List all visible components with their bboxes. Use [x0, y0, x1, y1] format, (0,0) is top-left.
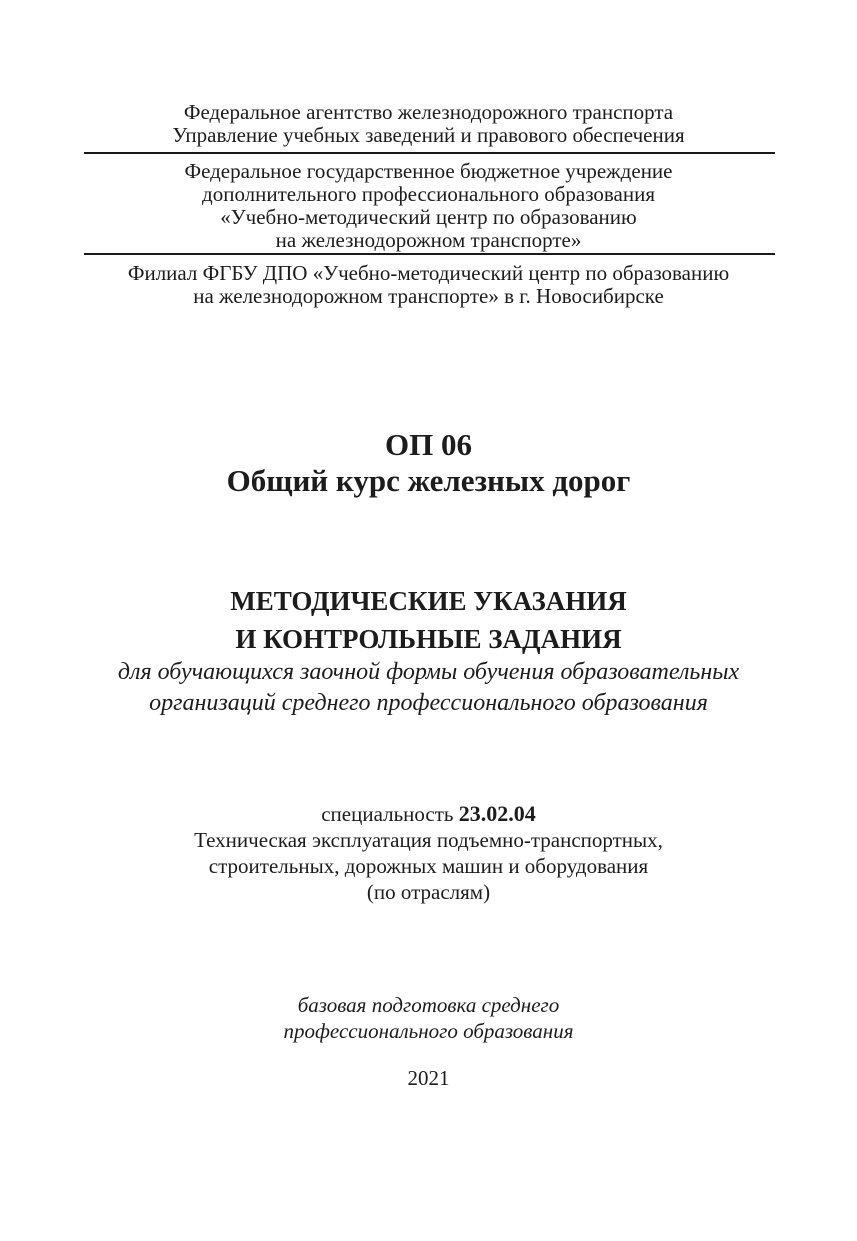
training-line-1: базовая подготовка среднего: [297, 993, 560, 1017]
specialty-name-line-2: строительных, дорожных машин и оборудования: [208, 854, 649, 878]
course-code: ОП 06: [385, 427, 472, 462]
year-block: [0, 1066, 857, 1091]
document-type-line-1: МЕТОДИЧЕСКИЕ УКАЗАНИЯ: [230, 586, 627, 616]
specialty-block: [0, 801, 857, 905]
specialty-code-line: [0, 801, 857, 827]
institution-block: [0, 160, 857, 252]
audience-block: [0, 657, 857, 719]
divider-rule-top: [84, 152, 775, 154]
institution-line-3: «Учебно-методический центр по образованию: [220, 205, 637, 229]
document-type-line-2: И КОНТРОЛЬНЫЕ ЗАДАНИЯ: [235, 624, 622, 654]
specialty-code: 23.02.04: [458, 801, 536, 826]
agency-line-1: Федеральное агентство железнодорожного транспорта: [183, 100, 674, 124]
course-title-block: [0, 427, 857, 499]
training-level-block: [0, 992, 857, 1044]
divider-rule-bottom: [84, 253, 775, 255]
publication-year: 2021: [407, 1066, 450, 1090]
audience-line-2: организаций среднего профессионального образования: [149, 690, 708, 716]
institution-line-1: Федеральное государственное бюджетное учреждение: [184, 159, 673, 183]
specialty-name-line-3: (по отраслям): [366, 880, 491, 904]
document-type-block: [0, 582, 857, 658]
branch-line-1: Филиал ФГБУ ДПО «Учебно-методический центр по образованию: [127, 261, 730, 285]
agency-line-2: Управление учебных заведений и правового обеспечения: [172, 123, 685, 147]
course-name: Общий курс железных дорог: [226, 463, 631, 498]
agency-block: [0, 101, 857, 147]
audience-line-1: для обучающихся заочной формы обучения образовательных: [117, 659, 740, 685]
branch-line-2: на железнодорожном транспорте» в г. Новосибирске: [193, 284, 664, 308]
institution-line-4: на железнодорожном транспорте»: [275, 228, 582, 252]
specialty-name-line-1: Техническая эксплуатация подъемно-транспортных,: [194, 828, 663, 852]
institution-line-2: дополнительного профессионального образования: [202, 182, 655, 206]
branch-block: [0, 262, 857, 308]
training-line-2: профессионального образования: [283, 1019, 574, 1043]
specialty-label: специальность: [321, 802, 459, 826]
